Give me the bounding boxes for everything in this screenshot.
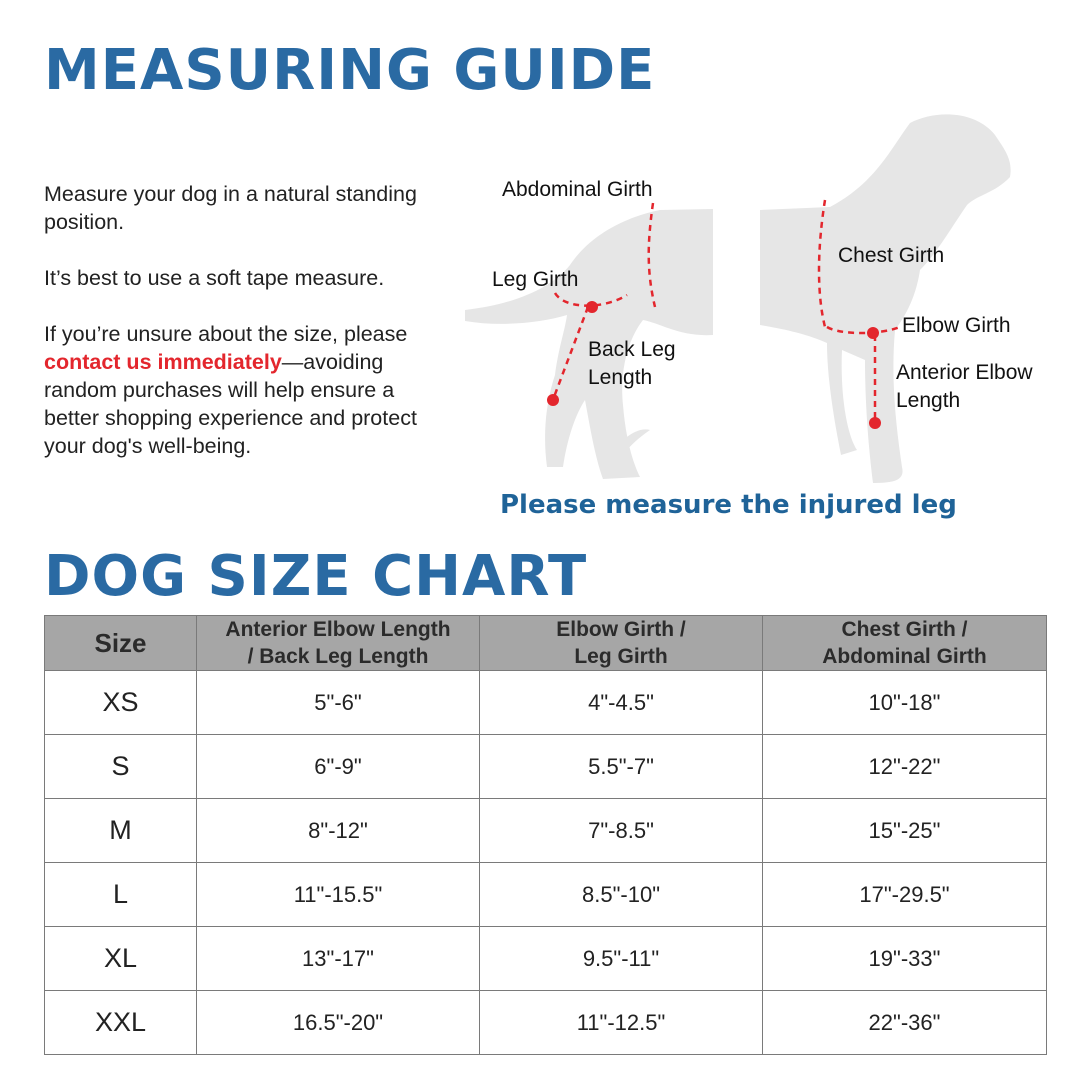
leg-girth-point bbox=[586, 301, 598, 313]
length-cell: 5"-6" bbox=[197, 671, 480, 735]
chest-girth-cell: 12"-22" bbox=[763, 735, 1047, 799]
size-chart-table bbox=[44, 615, 1047, 1055]
chest-girth-cell: 19"-33" bbox=[763, 927, 1047, 991]
contact-us-link[interactable]: contact us immediately bbox=[44, 350, 282, 374]
chest-girth-cell: 17"-29.5" bbox=[763, 863, 1047, 927]
chest-girth-label: Chest Girth bbox=[838, 244, 945, 267]
size-cell: S bbox=[45, 735, 197, 799]
dog-size-chart-title: DOG SIZE CHART bbox=[44, 544, 588, 609]
instruction-tape: It’s best to use a soft tape measure. bbox=[44, 266, 385, 290]
header-leg-girth-line1: Elbow Girth / bbox=[556, 618, 686, 641]
header-chest-girth-line2: Abdominal Girth bbox=[822, 645, 987, 668]
anterior-elbow-length-label-line1: Anterior Elbow bbox=[896, 361, 1033, 384]
leg-girth-cell: 11"-12.5" bbox=[480, 991, 763, 1055]
length-cell: 8"-12" bbox=[197, 799, 480, 863]
length-cell: 16.5"-20" bbox=[197, 991, 480, 1055]
header-length bbox=[197, 616, 480, 671]
back-leg-length-label-line1: Back Leg bbox=[588, 338, 676, 361]
instruction-contact bbox=[44, 320, 444, 460]
table-row bbox=[45, 799, 1047, 863]
table-row bbox=[45, 927, 1047, 991]
instruction-contact-before: If you’re unsure about the size, please bbox=[44, 322, 408, 346]
chest-girth-cell: 22"-36" bbox=[763, 991, 1047, 1055]
leg-girth-cell: 9.5"-11" bbox=[480, 927, 763, 991]
chest-girth-cell: 10"-18" bbox=[763, 671, 1047, 735]
leg-girth-cell: 8.5"-10" bbox=[480, 863, 763, 927]
header-leg-girth bbox=[480, 616, 763, 671]
size-chart-header-row bbox=[45, 616, 1047, 671]
header-chest-girth bbox=[763, 616, 1047, 671]
elbow-girth-point bbox=[867, 327, 879, 339]
leg-girth-label: Leg Girth bbox=[492, 268, 579, 291]
dog-measurement-diagram bbox=[455, 105, 1055, 495]
header-length-line2: / Back Leg Length bbox=[247, 645, 429, 668]
table-row bbox=[45, 671, 1047, 735]
measuring-guide-title: MEASURING GUIDE bbox=[44, 38, 656, 103]
size-cell: L bbox=[45, 863, 197, 927]
size-cell: XS bbox=[45, 671, 197, 735]
table-row bbox=[45, 735, 1047, 799]
instruction-contact-after: —avoiding random purchases will help ensure a better shopping experience and protect your dog's well-being. bbox=[44, 350, 417, 458]
size-cell: M bbox=[45, 799, 197, 863]
back-leg-end-point bbox=[547, 394, 559, 406]
elbow-girth-label: Elbow Girth bbox=[902, 314, 1011, 337]
table-row bbox=[45, 863, 1047, 927]
dog-front-illustration bbox=[760, 114, 1011, 483]
length-cell: 11"-15.5" bbox=[197, 863, 480, 927]
back-leg-length-label-line2: Length bbox=[588, 366, 653, 389]
injured-leg-note: Please measure the injured leg bbox=[500, 490, 957, 520]
leg-girth-cell: 7"-8.5" bbox=[480, 799, 763, 863]
measuring-instructions bbox=[44, 180, 444, 488]
header-length-line1: Anterior Elbow Length bbox=[225, 618, 451, 641]
leg-girth-cell: 5.5"-7" bbox=[480, 735, 763, 799]
chest-girth-cell: 15"-25" bbox=[763, 799, 1047, 863]
anterior-elbow-length-label-line2: Length bbox=[896, 389, 961, 412]
header-leg-girth-line2: Leg Girth bbox=[574, 645, 668, 668]
size-cell: XXL bbox=[45, 991, 197, 1055]
instruction-standing: Measure your dog in a natural standing position. bbox=[44, 182, 417, 234]
header-size: Size bbox=[45, 616, 197, 671]
header-chest-girth-line1: Chest Girth / bbox=[841, 618, 968, 641]
abdominal-girth-label: Abdominal Girth bbox=[502, 178, 653, 201]
size-cell: XL bbox=[45, 927, 197, 991]
length-cell: 6"-9" bbox=[197, 735, 480, 799]
leg-girth-cell: 4"-4.5" bbox=[480, 671, 763, 735]
length-cell: 13"-17" bbox=[197, 927, 480, 991]
table-row bbox=[45, 991, 1047, 1055]
anterior-elbow-end-point bbox=[869, 417, 881, 429]
